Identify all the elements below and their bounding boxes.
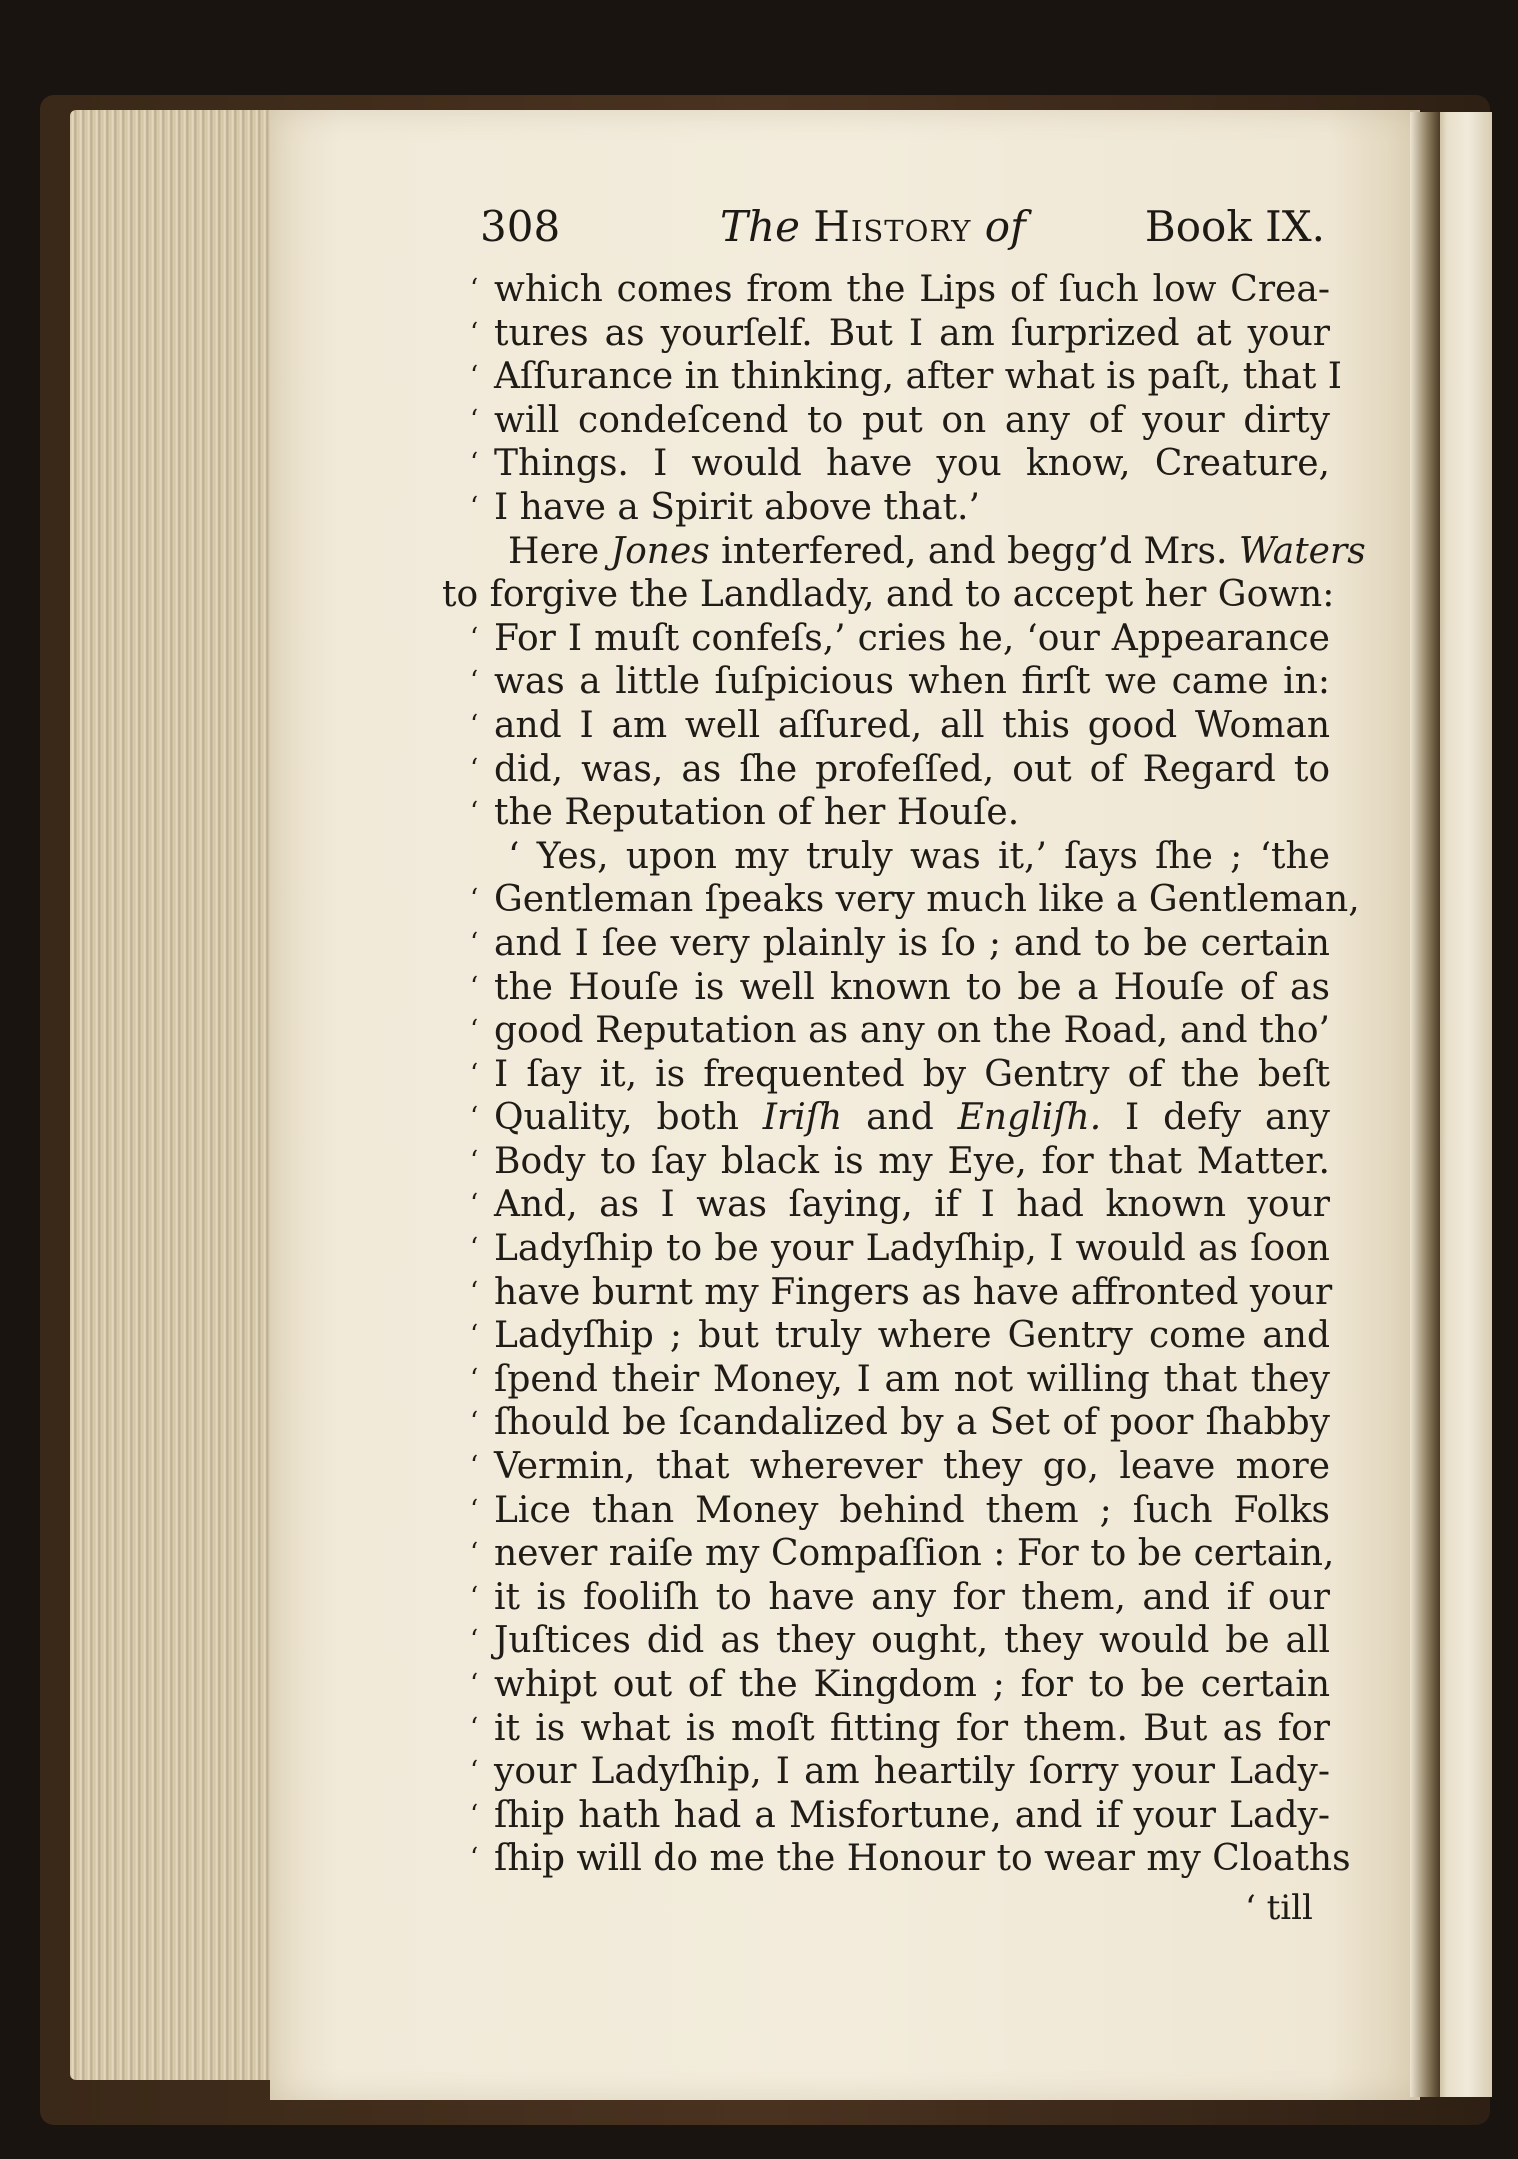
quote-mark: ‘ — [470, 666, 479, 697]
line-text: ſhip hath had a Misfortune, and if your Lady- — [494, 1794, 1330, 1836]
line-text: ſhould be ſcandalized by a Set of poor ſhabby — [494, 1402, 1330, 1444]
quote-mark: ‘ — [470, 1145, 479, 1176]
text-line — [470, 704, 1330, 748]
quote-mark: ‘ — [470, 709, 479, 740]
text-line — [470, 1227, 1330, 1271]
text-line — [470, 1053, 1330, 1097]
text-line — [470, 1750, 1330, 1794]
text-line — [470, 1401, 1330, 1445]
text-line — [470, 1489, 1330, 1533]
quote-mark: ‘ — [470, 622, 479, 653]
text-span: interfered, and begg’d Mrs. — [709, 530, 1239, 572]
text-line — [470, 835, 1330, 879]
text-line — [470, 486, 1330, 530]
line-text: was a little ſuſpicious when firſt we came in: — [494, 661, 1330, 703]
quote-mark: ‘ — [470, 1756, 479, 1787]
text-line — [470, 617, 1330, 661]
line-text: For I muſt confeſs,’ cries he, ‘our Appearance — [494, 617, 1330, 659]
quote-mark: ‘ — [470, 1320, 479, 1351]
text-line — [470, 1271, 1333, 1315]
italic-name: Waters — [1238, 530, 1366, 572]
text-line — [470, 1358, 1330, 1402]
text-line — [470, 1576, 1330, 1620]
text-line — [470, 791, 1330, 835]
text-line — [470, 748, 1330, 792]
line-text: I ſay it, is frequented by Gentry of the beſt — [494, 1053, 1330, 1095]
line-text: I have a Spirit above that.’ — [494, 486, 980, 528]
line-text: ‘ Yes, upon my truly was it,’ ſays ſhe ; ‘the — [508, 835, 1330, 877]
quote-mark: ‘ — [470, 404, 479, 435]
line-text: And, as I was ſaying, if I had known your — [494, 1184, 1330, 1226]
line-text: Ladyſhip to be your Ladyſhip, I would as ſoon — [494, 1228, 1330, 1270]
line-text: it is what is moſt fitting for them. But as for — [494, 1707, 1330, 1749]
quote-mark: ‘ — [470, 1015, 479, 1046]
line-text: Aſſurance in thinking, after what is paſt, that I — [494, 356, 1342, 398]
line-text: whipt out of the Kingdom ; for to be certain — [494, 1664, 1330, 1705]
text-line — [470, 966, 1330, 1010]
quote-mark: ‘ — [470, 274, 479, 304]
line-text: to forgive the Landlady, and to accept her Gown: — [442, 574, 1335, 616]
page-edges-left — [70, 110, 285, 2080]
line-text: have burnt my Fingers as have affronted your — [494, 1271, 1333, 1313]
text-line — [470, 922, 1330, 966]
line-text: ſhip will do me the Honour to wear my Cloaths — [494, 1838, 1351, 1880]
text-line — [470, 1096, 1330, 1140]
text-line — [470, 1837, 1351, 1881]
text-span: I defy any — [1101, 1097, 1330, 1139]
text-span: Quality, both — [494, 1097, 763, 1139]
text-line — [470, 1707, 1330, 1751]
quote-mark: ‘ — [470, 1669, 479, 1699]
line-text: ſpend their Money, I am not willing that they — [494, 1358, 1330, 1400]
text-line — [470, 530, 1366, 574]
quote-mark: ‘ — [470, 1233, 479, 1264]
line-text: Vermin, that wherever they go, leave more — [494, 1446, 1330, 1488]
text-line — [470, 660, 1330, 704]
quote-mark: ‘ — [470, 491, 479, 522]
text-line — [470, 399, 1330, 443]
text-line — [470, 268, 1330, 312]
line-text: Juſtices did as they ought, they would be all — [494, 1620, 1330, 1662]
quote-mark: ‘ — [470, 1625, 479, 1656]
facing-page-edge — [1432, 112, 1492, 2097]
italic-name: Jones — [610, 530, 710, 572]
line-text: your Ladyſhip, I am heartily ſorry your Lady- — [494, 1751, 1330, 1793]
quote-mark: ‘ — [470, 1058, 479, 1089]
quote-mark: ‘ — [470, 1276, 479, 1307]
line-text: the Reputation of her Houſe. — [494, 792, 1020, 834]
text-line — [470, 355, 1342, 399]
line-text: which comes from the Lips of ſuch low Crea- — [494, 269, 1330, 310]
quote-mark: ‘ — [470, 1451, 479, 1482]
running-header — [480, 202, 1325, 262]
line-text: never raiſe my Compaſſion : For to be certain, — [494, 1533, 1335, 1575]
quote-mark: ‘ — [470, 1407, 479, 1438]
text-line — [470, 878, 1360, 922]
text-span: Here — [508, 530, 611, 572]
quote-mark: ‘ — [470, 797, 479, 828]
line-text — [470, 530, 1366, 574]
quote-mark: ‘ — [470, 971, 479, 1002]
quote-mark: ‘ — [470, 1799, 479, 1830]
italic-name: Engliſh. — [957, 1097, 1102, 1139]
line-text: and I am well aſſured, all this good Woman — [494, 704, 1330, 746]
quote-mark: ‘ — [470, 1581, 479, 1612]
text-line — [442, 573, 1335, 617]
text-span: and — [842, 1097, 958, 1139]
line-text: good Reputation as any on the Road, and tho’ — [494, 1010, 1330, 1052]
line-text: Body to ſay black is my Eye, for that Matter. — [494, 1140, 1330, 1182]
text-line — [470, 1009, 1330, 1053]
catchword: ‘ till — [1245, 1888, 1313, 1928]
quote-mark: ‘ — [470, 1189, 479, 1220]
book-number: Book IX. — [1144, 202, 1325, 251]
line-text: will condeſcend to put on any of your dirty — [494, 399, 1330, 441]
line-text: Ladyſhip ; but truly where Gentry come and — [494, 1315, 1330, 1357]
line-text: Lice than Money behind them ; ſuch Folks — [494, 1489, 1330, 1531]
text-line — [470, 1183, 1330, 1227]
text-line — [470, 1619, 1330, 1663]
quote-mark: ‘ — [470, 1494, 479, 1525]
quote-mark: ‘ — [470, 361, 479, 392]
page-number: 308 — [480, 202, 561, 251]
line-text: it is fooliſh to have any for them, and if our — [494, 1576, 1330, 1618]
book-gutter — [1410, 112, 1440, 2097]
italic-name: Iriſh — [762, 1097, 843, 1139]
quote-mark: ‘ — [470, 317, 479, 348]
text-line — [470, 1314, 1330, 1358]
text-line — [470, 442, 1330, 486]
line-text: did, was, as ſhe profeſſed, out of Regard to — [494, 748, 1330, 790]
line-text: Gentleman ſpeaks very much like a Gentleman, — [494, 879, 1360, 921]
quote-mark: ‘ — [470, 448, 479, 479]
quote-mark: ‘ — [470, 884, 479, 915]
quote-mark: ‘ — [470, 1712, 479, 1743]
line-text: tures as yourſelf. But I am ſurprized at your — [494, 312, 1330, 354]
text-line — [470, 1445, 1330, 1489]
line-text: the Houſe is well known to be a Houſe of as — [494, 966, 1330, 1008]
line-text — [494, 1096, 1330, 1140]
text-line — [470, 1794, 1330, 1838]
running-title: The History of — [720, 202, 1026, 251]
text-line — [470, 1532, 1335, 1576]
quote-mark: ‘ — [470, 753, 479, 784]
quote-mark: ‘ — [470, 1843, 479, 1874]
text-line — [470, 1140, 1330, 1184]
line-text: and I ſee very plainly is ſo ; and to be certain — [494, 922, 1330, 964]
quote-mark: ‘ — [470, 1102, 479, 1133]
page-text — [442, 268, 1366, 1881]
quote-mark: ‘ — [470, 1538, 479, 1569]
text-line — [470, 312, 1330, 356]
text-line — [470, 1663, 1330, 1707]
quote-mark: ‘ — [470, 927, 479, 958]
line-text: Things. I would have you know, Creature, — [494, 443, 1330, 485]
quote-mark: ‘ — [470, 1363, 479, 1394]
